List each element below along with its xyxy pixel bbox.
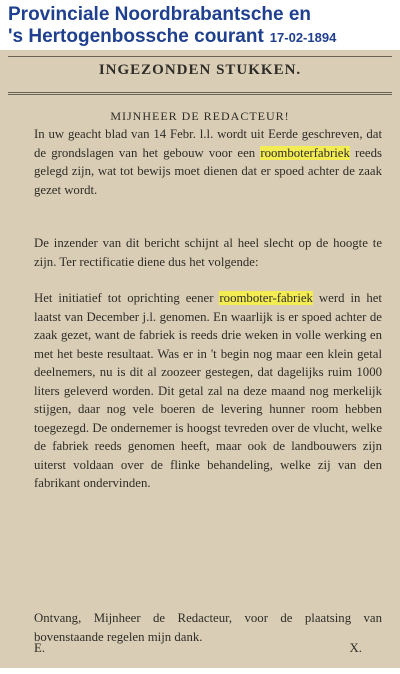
article-paragraph-4 [34,609,386,646]
newspaper-title-line-1: Provinciale Noordbrabantsche en [8,4,312,25]
paragraph-1-text [34,125,386,199]
section-rule-2 [8,94,392,95]
article-clipping [0,50,400,668]
paragraph-2-text: De inzender van dit bericht schijnt al heel slecht op de hoogte te zijn. Ter rectificatie diene dus het volgende: [34,236,386,269]
p1-before: In uw geacht blad van 14 Febr. l.l. wordt uit Eerde geschreven, dat de grondslagen van het gebouw voor een [34,127,386,160]
newspaper-title-line-2-text: 's Hertogenbossche courant [8,26,264,47]
publication-date: 17-02-1894 [269,30,337,45]
paragraph-4-text: Ontvang, Mijnheer de Redacteur, voor de plaatsing van bovenstaande regelen mijn dank. [34,611,386,644]
p3-after: werd in het laatst van December j.l. genomen. En waarlijk is er spoed achter de zaak gezet, want de fabriek is reeds drie weken in volle werking en met het beste resultaat. Was er in 't begin nog maar een klein getal deelnemers, nu is dit al zoozeer gestegen, dat dagelijks ruim 1000 liters geleverd worden. Dit getal zal na deze maand nog merkelijk stijgen, daar nog vele boeren de levering hunner room hebben toegezegd. De ondernemer is hoogst tevreden over de vlucht, welke de fabriek reeds genomen heeft, maar ook de landbouwers zijn uiterst voldaan over de flinke behandeling, welke zij van den fabrikant ondervinden. [34,291,386,490]
p1-after: reeds gelegd zijn, wat tot bewijs moet dienen dat er spoed achter de zaak gezet wordt. [34,145,386,197]
signature-initial-left: E. [34,641,46,655]
salutation: MIJNHEER DE REDACTEUR! [110,109,290,123]
newspaper-title-line-2 [8,26,398,49]
paragraph-3-text [34,289,386,493]
top-rule [8,56,392,57]
article-paragraph-2 [34,234,386,271]
p3-before: Het initiatief tot oprichting eener [34,291,220,305]
signature-initial-right: X. [349,641,362,655]
highlighted-term-roomboter-fabriek: roomboter-fabriek [219,291,313,305]
article-paragraph-3 [34,289,386,493]
highlighted-term-roomboterfabriek: roomboterfabriek [260,145,350,160]
masthead [8,4,398,50]
section-rule-1 [8,92,392,93]
article-paragraph-1 [34,125,386,199]
section-title: INGEZONDEN STUKKEN. [98,62,302,78]
